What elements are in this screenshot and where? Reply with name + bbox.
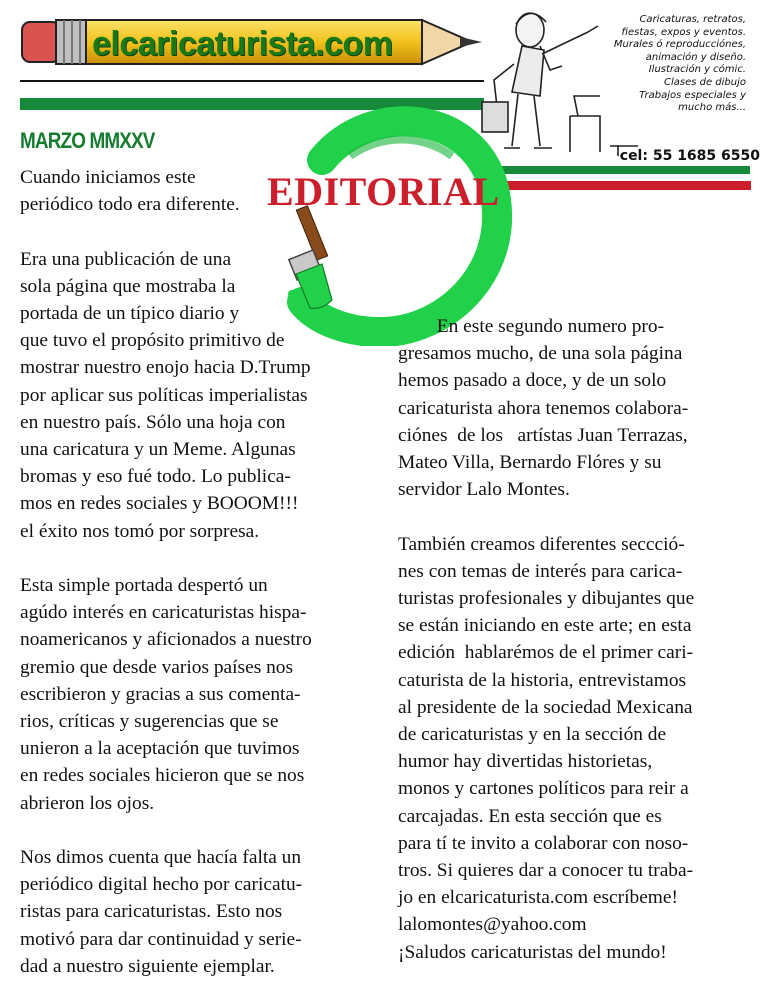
text-line: unieron a la aceptación que tuvimos bbox=[20, 738, 300, 760]
text-line: gremio que desde varios países nos bbox=[20, 656, 294, 678]
text-line: mos en redes sociales y BOOOM!!! bbox=[20, 493, 299, 515]
header-red-bar-right bbox=[505, 181, 751, 190]
section-heading: EDITORIAL bbox=[267, 169, 500, 214]
text-line: nes con temas de interés para carica- bbox=[398, 560, 683, 582]
text-line: Era una publicación de una bbox=[20, 248, 232, 270]
paragraph-gap bbox=[20, 545, 380, 572]
text-line: turistas profesionales y dibujantes que bbox=[398, 588, 695, 610]
text-line: mostrar nuestro enojo hacia D.Trump bbox=[20, 357, 311, 379]
text-line: Mateo Villa, Bernardo Flóres y su bbox=[398, 452, 662, 474]
right-column bbox=[398, 313, 768, 966]
issue-date: MARZO MMXXV bbox=[20, 128, 155, 153]
site-name[interactable]: elcaricaturista.com bbox=[92, 25, 393, 63]
text-line: Nos dimos cuenta que hacía falta un bbox=[20, 847, 302, 869]
left-column bbox=[20, 164, 380, 980]
text-line: También creamos diferentes seccció- bbox=[398, 533, 685, 555]
text-line: caricaturista ahora tenemos colabora- bbox=[398, 397, 689, 419]
text-line: ciónes de los artístas Juan Terrazas, bbox=[398, 424, 688, 446]
text-line[interactable]: lalomontes@yahoo.com bbox=[398, 914, 587, 936]
header-green-bar-right bbox=[488, 166, 750, 174]
paragraph-gap bbox=[398, 503, 768, 530]
services-list bbox=[588, 14, 746, 115]
paragraph-gap bbox=[20, 218, 380, 245]
text-line: rios, críticas y sugerencias que se bbox=[20, 711, 279, 733]
service-line: Murales ó reproducciónes, bbox=[613, 39, 746, 51]
text-line: periódico digital hecho por caricatu- bbox=[20, 874, 303, 896]
text-line: que tuvo el propósito primitivo de bbox=[20, 330, 285, 352]
text-line: monos y cartones políticos para reir a bbox=[398, 778, 689, 800]
text-line: bromas y eso fué todo. Lo publica- bbox=[20, 466, 291, 488]
text-line: Cuando iniciamos este bbox=[20, 167, 196, 188]
text-line: carcajadas. En esta sección que es bbox=[398, 805, 662, 827]
text-line: noamericanos y aficionados a nuestro bbox=[20, 629, 312, 651]
header-rule bbox=[20, 80, 484, 82]
phone-number[interactable]: cel: 55 1685 6550 bbox=[619, 148, 760, 164]
text-line: por aplicar sus políticas imperialistas bbox=[20, 384, 308, 406]
service-line: Trabajos especiales y bbox=[639, 89, 746, 101]
text-line: caturista de la historia, entrevistamos bbox=[398, 669, 687, 691]
text-line: motivó para dar continuidad y serie- bbox=[20, 928, 302, 950]
text-line: una caricatura y un Meme. Algunas bbox=[20, 439, 296, 461]
text-line: hemos pasado a doce, y de un solo bbox=[398, 370, 667, 392]
text-line: en redes sociales hicieron que se nos bbox=[20, 765, 305, 787]
service-line: Ilustración y cómic. bbox=[648, 64, 746, 76]
text-line: para tí te invito a colaborar con noso- bbox=[398, 832, 689, 854]
text-line: abrieron los ojos. bbox=[20, 792, 155, 814]
text-line: edición hablarémos de el primer cari- bbox=[398, 642, 694, 664]
text-line: ¡Saludos caricaturistas del mundo! bbox=[398, 941, 667, 963]
text-line: escribieron y gracias a sus comenta- bbox=[20, 683, 301, 705]
text-line: servidor Lalo Montes. bbox=[398, 479, 570, 501]
text-line: humor hay divertidas historietas, bbox=[398, 751, 653, 773]
text-line: de caricaturistas y en la sección de bbox=[398, 724, 667, 746]
text-line: agúdo interés en caricaturistas hispa- bbox=[20, 602, 307, 624]
text-line: jo en elcaricaturista.com escríbeme! bbox=[398, 887, 678, 909]
text-line: portada de un típico diario y bbox=[20, 303, 240, 324]
text-line: el éxito nos tomó por sorpresa. bbox=[20, 520, 260, 542]
text-line: tros. Si quieres dar a conocer tu traba- bbox=[398, 860, 694, 882]
service-line: fiestas, expos y eventos. bbox=[621, 26, 746, 38]
service-line: Caricaturas, retratos, bbox=[639, 14, 746, 25]
text-line: sola página que mostraba la bbox=[20, 275, 236, 297]
text-line: periódico todo era diferente. bbox=[20, 194, 240, 216]
text-line: dad a nuestro siguiente ejemplar. bbox=[20, 955, 275, 977]
text-line: En este segundo numero pro- bbox=[398, 316, 665, 337]
service-line: Clases de dibujo bbox=[663, 76, 746, 88]
service-line: animación y diseño. bbox=[645, 51, 746, 63]
text-line: Esta simple portada despertó un bbox=[20, 575, 268, 597]
text-line: al presidente de la sociedad Mexicana bbox=[398, 696, 693, 718]
text-line: gresamos mucho, de una sola página bbox=[398, 343, 683, 365]
text-line: se están iniciando en este arte; en esta bbox=[398, 615, 692, 637]
text-line: en nuestro país. Sólo una hoja con bbox=[20, 411, 286, 433]
service-line: mucho más... bbox=[678, 102, 746, 114]
text-line: ristas para caricaturistas. Esto nos bbox=[20, 901, 283, 923]
paragraph-gap bbox=[20, 817, 380, 844]
